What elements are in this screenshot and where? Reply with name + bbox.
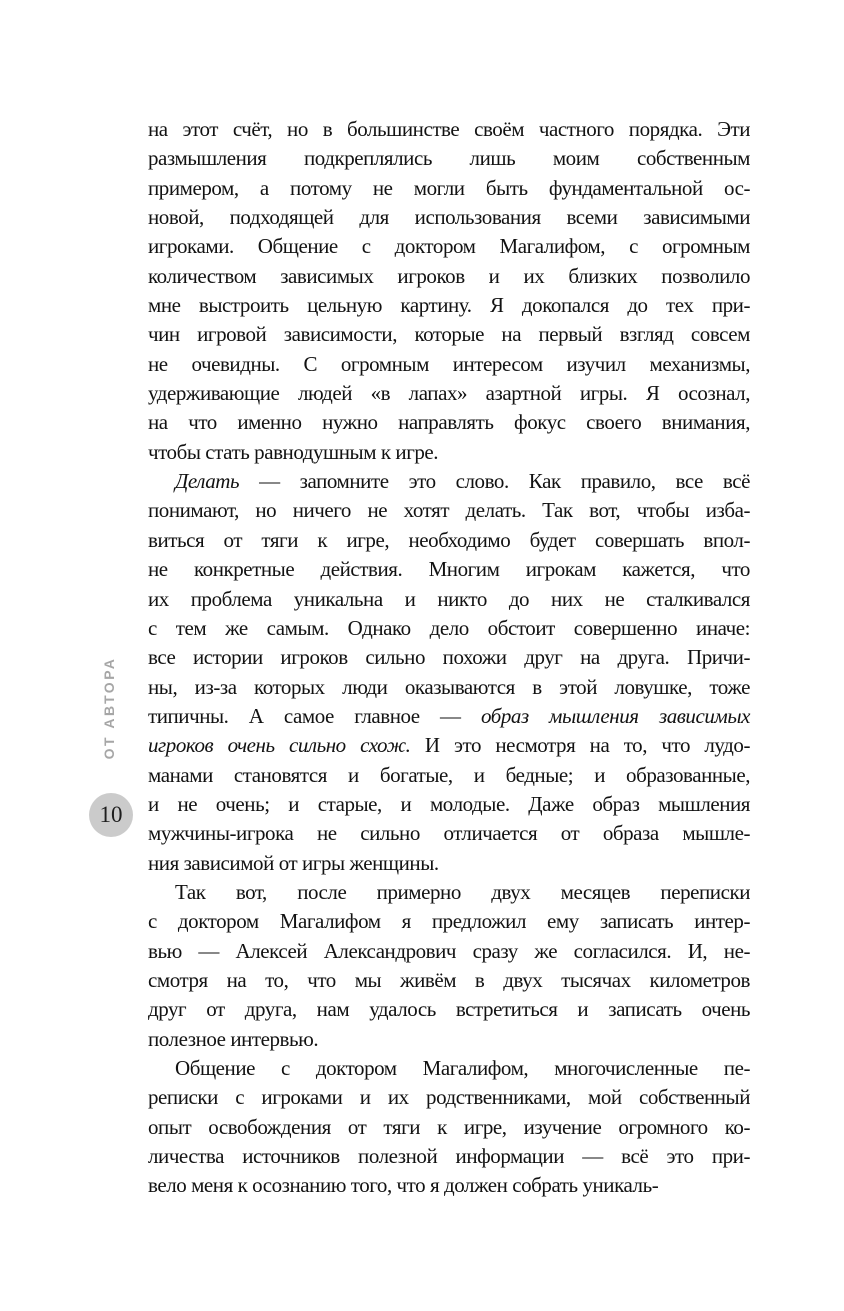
text-line: Общение с доктором Магалифом, многочисленные пе- (175, 1056, 750, 1080)
text-line: типичны. А самое главное — образ мышления зависимых (148, 703, 750, 728)
text-line: друг от друга, нам удалось встретиться и записать очень (148, 997, 750, 1022)
text-line: все истории игроков сильно похожи друг на друга. Причи- (148, 645, 750, 670)
text-line: на что именно нужно направлять фокус своего внимания, (148, 410, 750, 435)
text-line: смотря на то, что мы живём в двух тысячах километров (148, 967, 750, 992)
text-line: личества источников полезной информации — всё это при- (148, 1144, 750, 1169)
text-line: их проблема уникальна и никто до них не сталкивался (148, 586, 750, 611)
text-line: не конкретные действия. Многим игрокам кажется, что (148, 557, 750, 582)
text-line: опыт освобождения от тяги к игре, изучение огромного ко- (148, 1114, 750, 1139)
text-line: игроками. Общение с доктором Магалифом, с огромным (148, 234, 750, 259)
text-line: не очевидны. С огромным интересом изучил механизмы, (148, 351, 750, 376)
text-line: реписки с игроками и их родственниками, мой собственный (148, 1085, 750, 1110)
text-line: чин игровой зависимости, которые на первый взгляд совсем (148, 322, 750, 347)
page-number: 10 (99, 802, 123, 827)
text-line: с тем же самым. Однако дело обстоит совершенно иначе: (148, 615, 750, 640)
text-line: и не очень; и старые, и молодые. Даже образ мышления (148, 791, 750, 816)
text-line: примером, а потому не могли быть фундаментальной ос- (148, 175, 750, 200)
paragraph (148, 878, 750, 1054)
text-line: полезное интервью. (148, 1026, 319, 1051)
text-line: Делать — запомните это слово. Как правило, все всё (175, 469, 750, 494)
text-line: размышления подкреплялись лишь моим собственным (148, 146, 750, 171)
text-line: с доктором Магалифом я предложил ему записать интер- (148, 909, 750, 934)
text-line: ния зависимой от игры женщины. (148, 850, 439, 875)
text-line: новой, подходящей для использования всеми зависимыми (148, 205, 750, 230)
text-line: манами становятся и богатые, и бедные; и образованные, (148, 762, 750, 787)
text-line: удерживающие людей «в лапах» азартной игры. Я осознал, (148, 381, 750, 406)
text-line: вью — Алексей Александрович сразу же согласился. И, не- (148, 938, 750, 963)
text-line: количеством зависимых игроков и их близких позволило (148, 263, 750, 288)
text-line: виться от тяги к игре, необходимо будет совершать впол- (148, 527, 750, 552)
text-line: вело меня к осознанию того, что я должен собрать уникаль- (148, 1173, 659, 1198)
paragraph (148, 1054, 750, 1201)
text-line: чтобы стать равнодушным к игре. (148, 439, 439, 464)
paragraph (148, 467, 750, 878)
text-line: мне выстроить цельную картину. Я докопался до тех при- (148, 293, 750, 318)
text-line: Так вот, после примерно двух месяцев переписки (175, 879, 750, 904)
text-line: понимают, но ничего не хотят делать. Так вот, чтобы изба- (148, 498, 750, 523)
text-line: игроков очень сильно схож. И это несмотря на то, что лудо- (148, 733, 750, 758)
paragraph (148, 115, 750, 467)
text-line: мужчины-игрока не сильно отличается от образа мышле- (148, 821, 750, 846)
text-line: ны, из-за которых люди оказываются в этой ловушке, тоже (148, 674, 750, 699)
page-number-badge (89, 793, 133, 837)
chapter-sidebar-label: ОТ АВТОРА (101, 656, 117, 760)
text-line: на этот счёт, но в большинстве своём частного порядка. Эти (148, 117, 750, 141)
text-block (148, 115, 750, 1201)
